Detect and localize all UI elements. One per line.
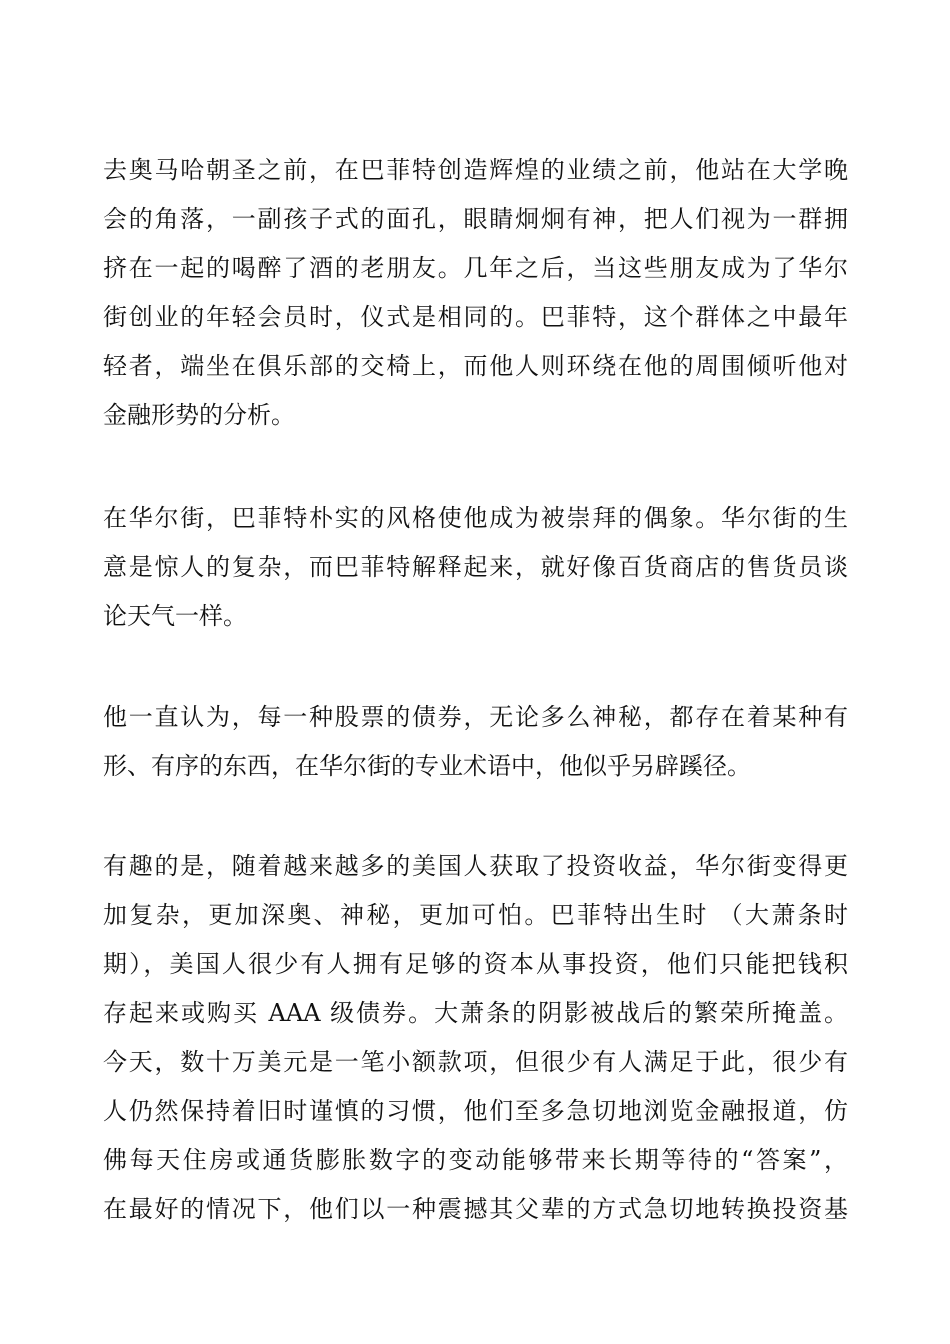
paragraph-4-line-8: 在最好的情况下，他们以一种震撼其父辈的方式急切地转换投资基: [103, 1195, 848, 1223]
paragraph-1-line-4: 街创业的年轻会员时，仪式是相同的。巴菲特，这个群体之中最年: [103, 303, 848, 331]
paragraph-2-line-3: 论天气一样。: [103, 602, 247, 630]
paragraph-1-line-1: 去奥马哈朝圣之前，在巴菲特创造辉煌的业绩之前，他站在大学晚: [103, 156, 848, 184]
paragraph-3-line-1: 他一直认为，每一种股票的债券，无论多么神秘，都存在着某种有: [103, 703, 848, 731]
paragraph-4-line-1: 有趣的是，随着越来越多的美国人获取了投资收益，华尔街变得更: [103, 852, 848, 880]
paragraph-4-line-3: 期），美国人很少有人拥有足够的资本从事投资，他们只能把钱积: [103, 950, 848, 978]
paragraph-4-line-6: 人仍然保持着旧时谨慎的习惯，他们至多急切地浏览金融报道，仿: [103, 1097, 848, 1125]
paragraph-3-line-2: 形、有序的东西，在华尔街的专业术语中，他似乎另辟蹊径。: [103, 752, 751, 780]
paragraph-4-line-5: 今天，数十万美元是一笔小额款项，但很少有人满足于此，很少有: [103, 1048, 848, 1076]
paragraph-2-line-2: 意是惊人的复杂，而巴菲特解释起来，就好像百货商店的售货员谈: [103, 553, 848, 581]
paragraph-1-line-2: 会的角落，一副孩子式的面孔，眼睛炯炯有神，把人们视为一群拥: [103, 205, 848, 233]
paragraph-1-line-3: 挤在一起的喝醉了酒的老朋友。几年之后，当这些朋友成为了华尔: [103, 254, 848, 282]
paragraph-4-line-7: 佛每天住房或通货膨胀数字的变动能够带来长期等待的“答案”，: [103, 1146, 848, 1174]
paragraph-4-line-2: 加复杂，更加深奥、神秘，更加可怕。巴菲特出生时 （大萧条时: [103, 901, 848, 929]
paragraph-1-line-5: 轻者，端坐在俱乐部的交椅上，而他人则环绕在他的周围倾听他对: [103, 352, 848, 380]
paragraph-1-line-6: 金融形势的分析。: [103, 401, 295, 429]
paragraph-2-line-1: 在华尔街，巴菲特朴实的风格使他成为被崇拜的偶象。华尔街的生: [103, 504, 848, 532]
paragraph-4-line-4: 存起来或购买 AAA 级债券。大萧条的阴影被战后的繁荣所掩盖。: [103, 999, 848, 1027]
